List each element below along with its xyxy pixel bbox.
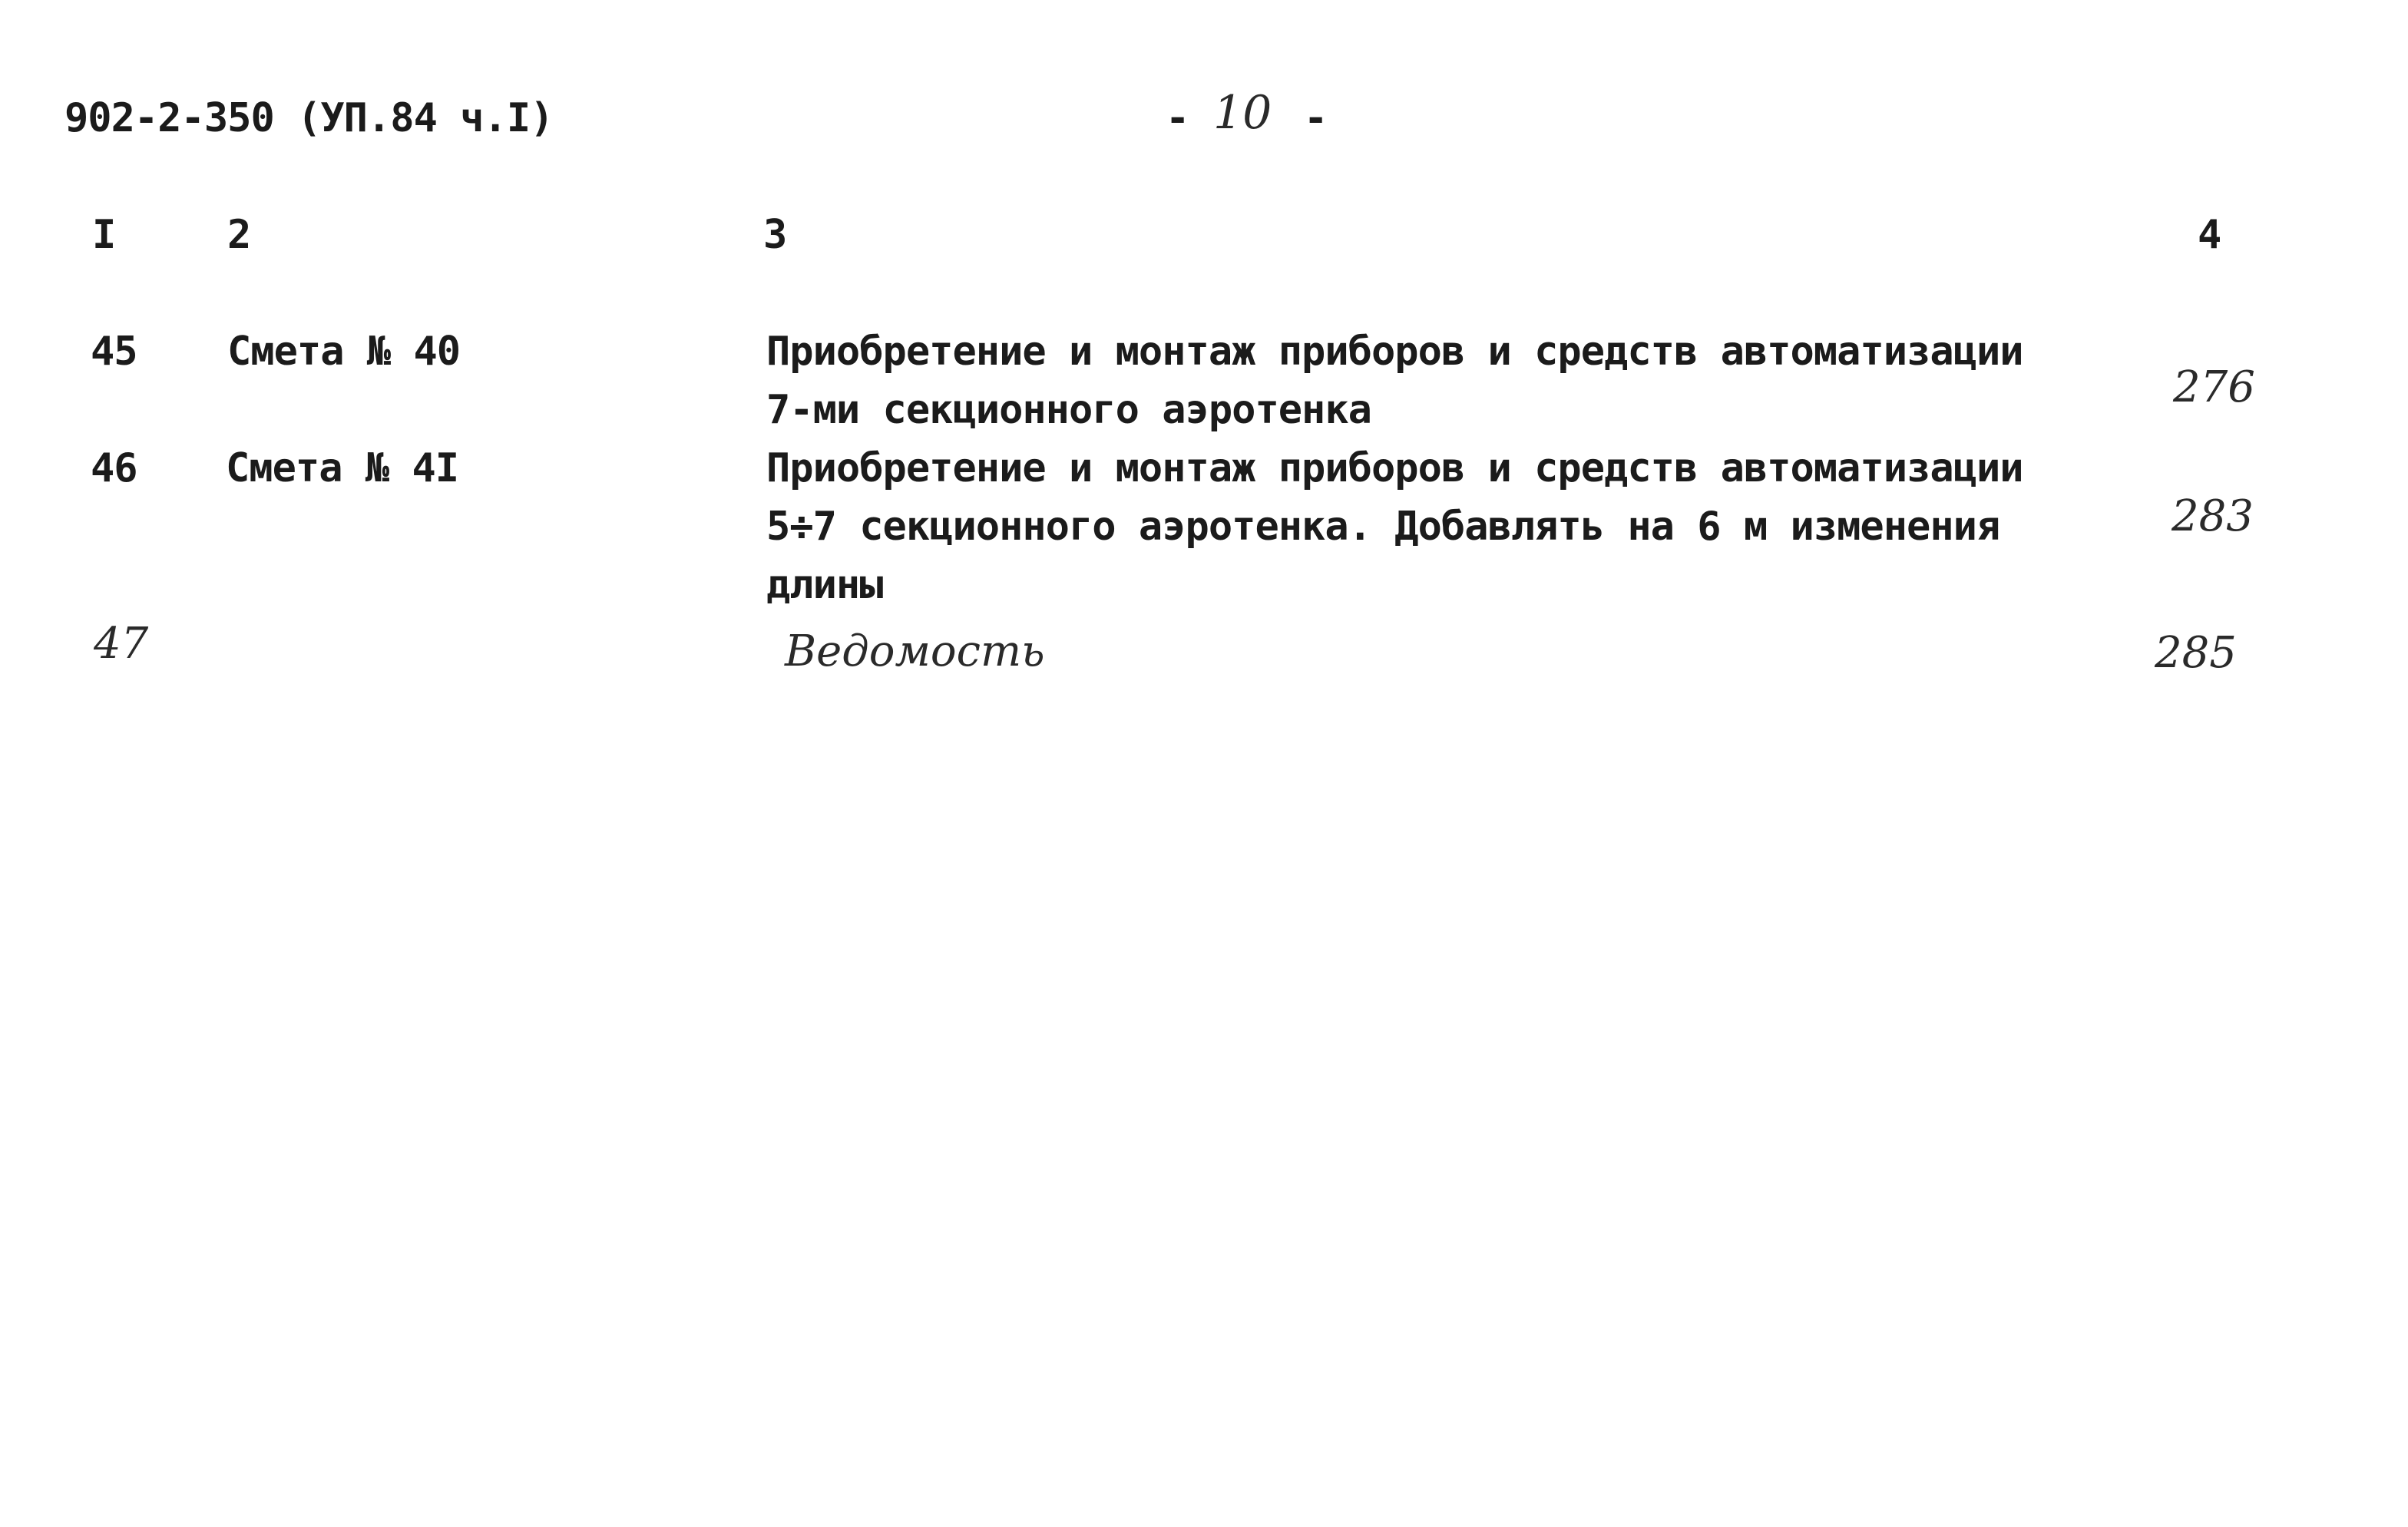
- row-number: 47: [94, 619, 149, 669]
- row-reference: Смета № 4I: [226, 445, 459, 491]
- row-description-line: Приобретение и монтаж приборов и средств автоматизации: [766, 445, 2023, 491]
- row-description-line: 7-ми секционного аэротенка: [766, 387, 1371, 433]
- row-page-number: 285: [2155, 628, 2237, 678]
- row-number: 46: [91, 445, 137, 491]
- column-header-1: I: [92, 212, 116, 258]
- page-number: 10: [1213, 86, 1272, 140]
- row-page-number: 283: [2172, 491, 2254, 541]
- column-header-3: 3: [763, 212, 787, 258]
- row-description-line: Приобретение и монтаж приборов и средств автоматизации: [766, 329, 2023, 375]
- page-dash-right: -: [1304, 95, 1328, 141]
- page-dash-left: -: [1166, 95, 1189, 141]
- column-header-2: 2: [227, 212, 251, 258]
- document-code: 902-2-350 (УП.84 ч.I): [64, 95, 554, 141]
- row-description-line: Ведомость: [785, 626, 1045, 676]
- row-description-line: длины: [766, 562, 883, 608]
- row-number: 45: [91, 329, 137, 375]
- column-header-4: 4: [2198, 212, 2221, 258]
- row-page-number: 276: [2173, 362, 2255, 412]
- row-description-line: 5÷7 секционного аэротенка. Добавлять на 6 м изменения: [766, 504, 2000, 550]
- row-reference: Смета № 40: [227, 329, 461, 375]
